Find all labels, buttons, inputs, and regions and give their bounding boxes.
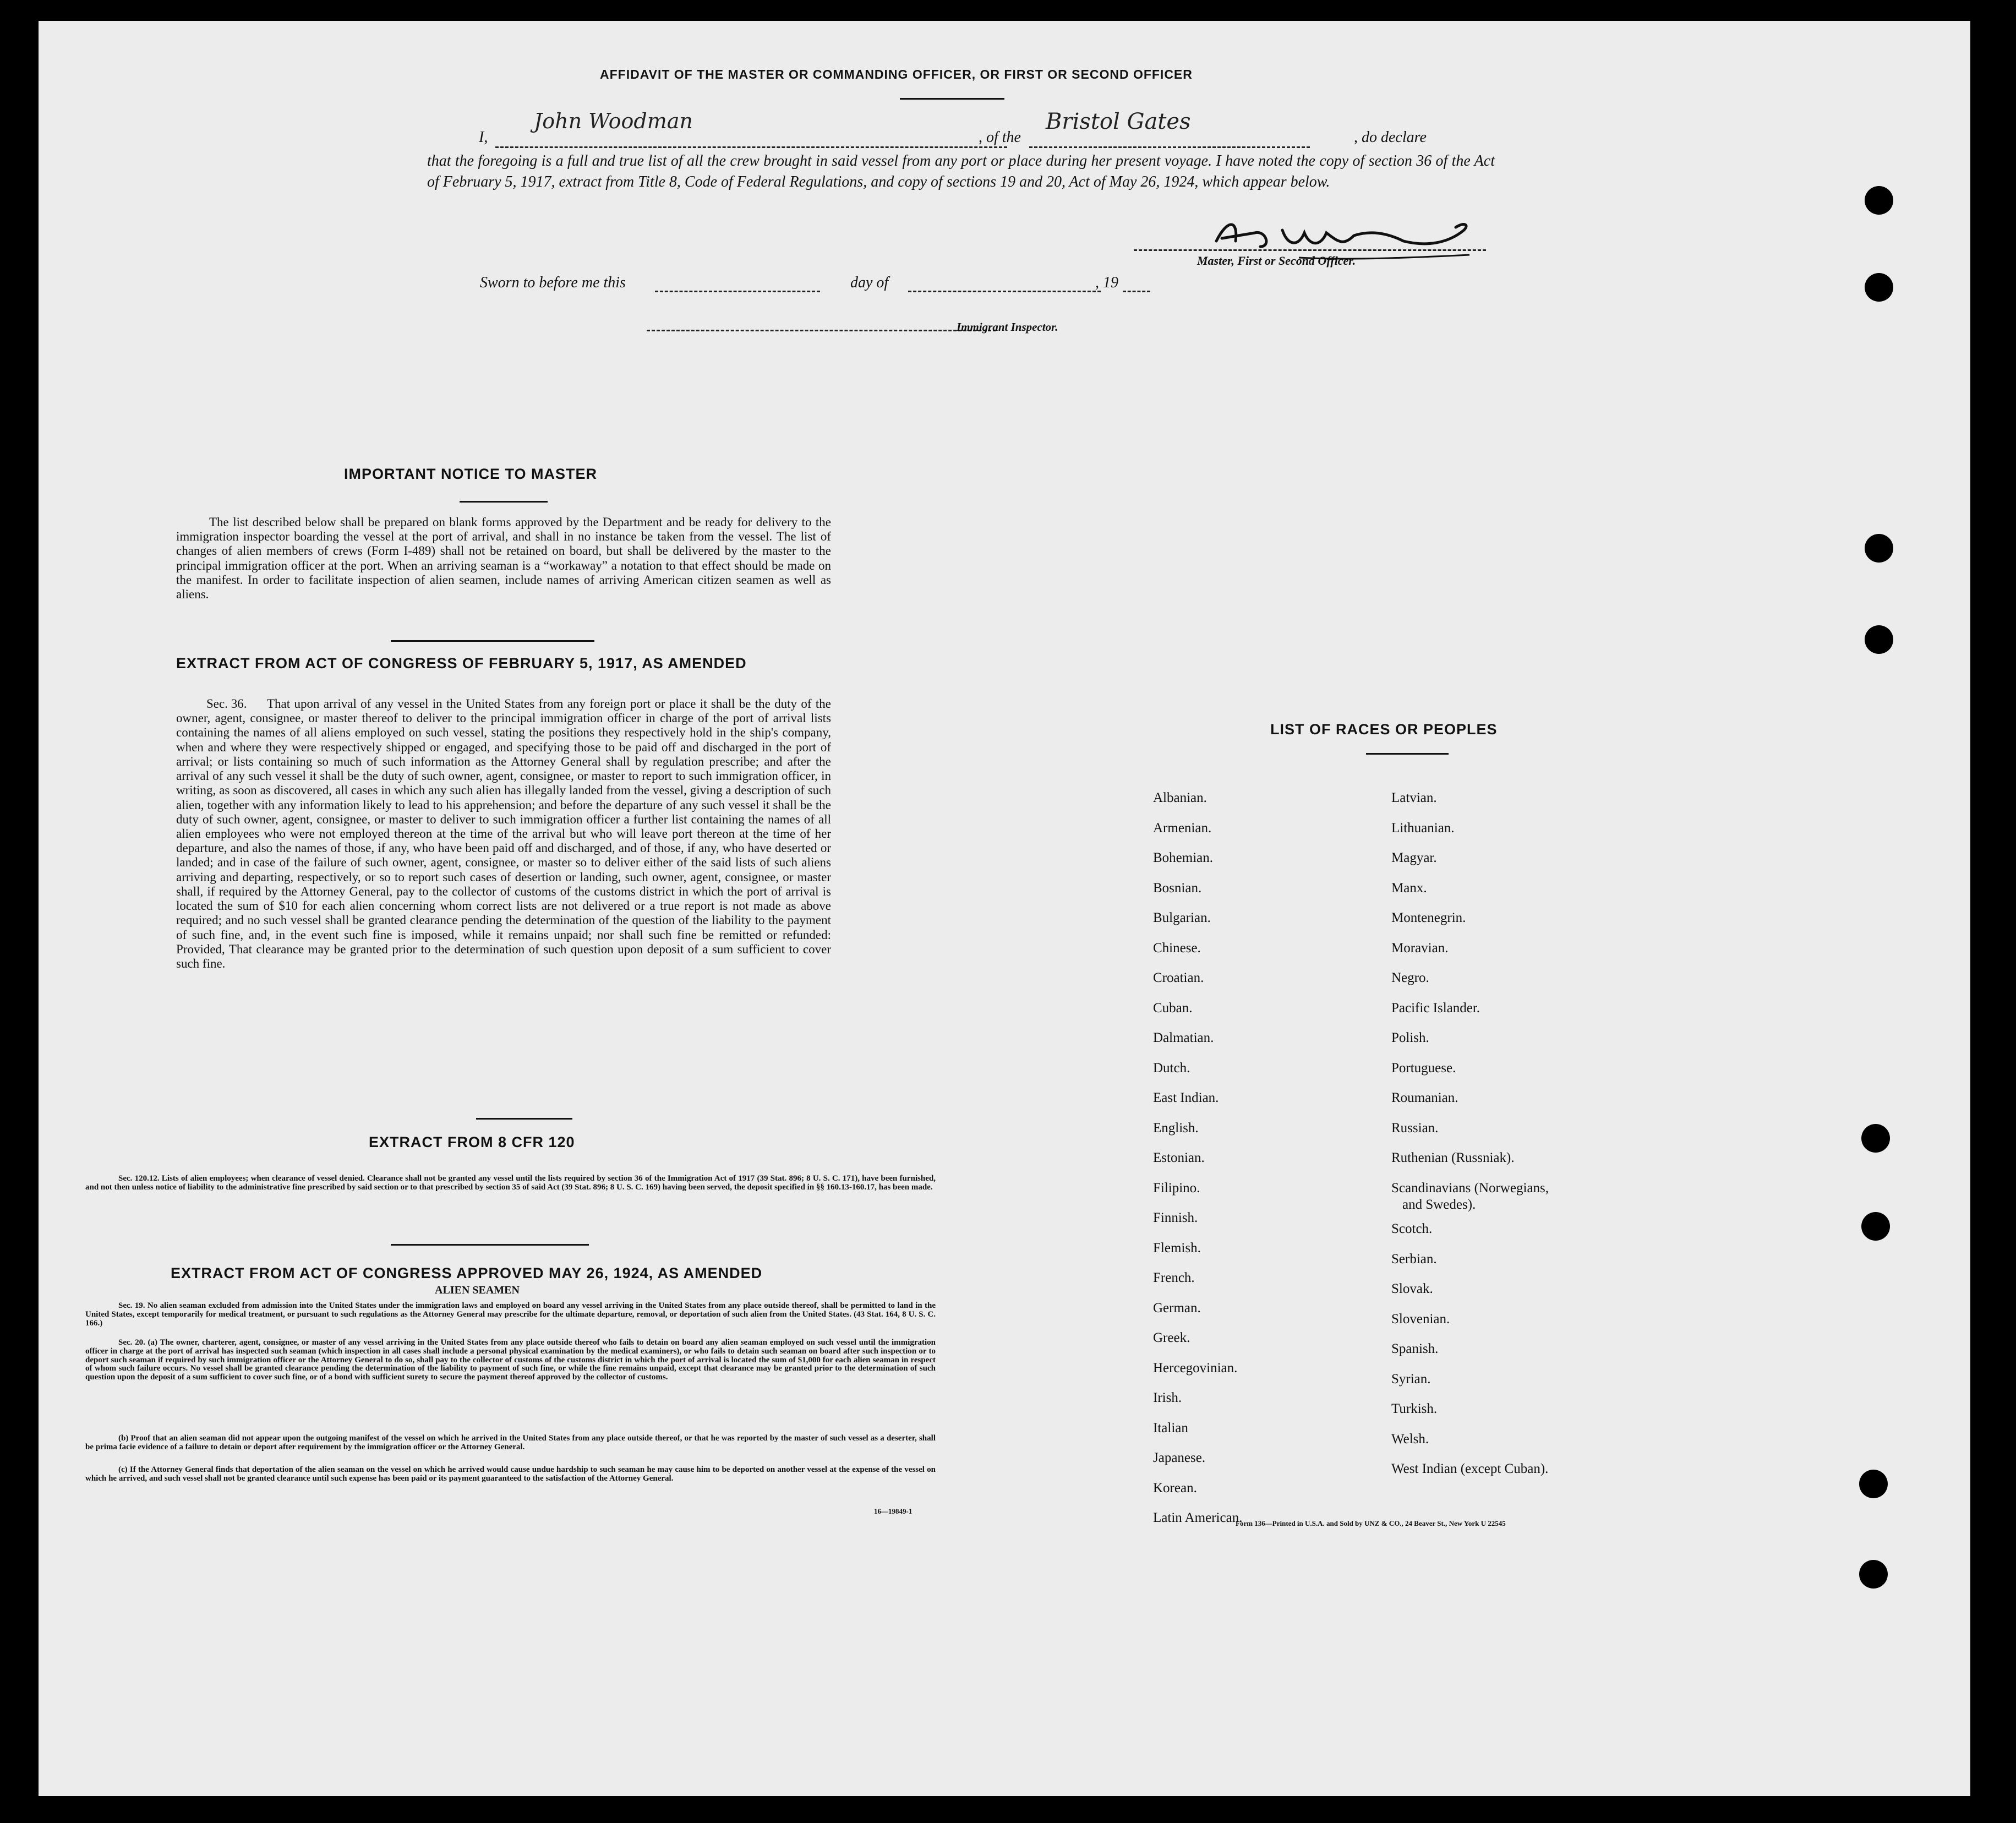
- binder-hole: [1859, 1560, 1888, 1589]
- sec36-body: That upon arrival of any vessel in the United States from any foreign port or place it shall be the duty of the owner, agent, consignee, or master thereof to deliver to the principal immigration officer in charge of the port of arrival lists containing the names of all aliens employed on such vessel, stating the positions they respectively hold in the ship's company, when and where they were respectively shipped or engaged, and specifying those to be paid off and discharged in the port of arrival; or lists containing so much of such information as the Attorney General shall by regulation prescribe; and after the arrival of any such vessel it shall be the duty of such owner, agent, consignee, or master to report to such immigration officer, in writing, as soon as discovered, all cases in which any such alien has illegally landed from the vessel, giving a description of such alien, together with any information likely to lead to his apprehension; and before the departure of any such vessel it shall be the duty of such owner, agent, consignee, or master to deliver to such immigration officer a further list containing the names of all alien employees who were not employed thereon at the time of the arrival but who will leave port thereon at the time of her departure, and also the names of those, if any, who have been paid off and discharged, and of those, if any, who have deserted or landed; and in case of the failure of such owner, agent, consignee, or master so to deliver either of the said lists of such aliens arriving and departing, respectively, or so to report such cases of desertion or landing, such owner, agent, consignee, or master shall, if required by the Attorney General, pay to the collector of customs of the customs district in which the port of arrival is located the sum of $10 for each alien concerning whom correct lists are not delivered or a true report is not made as above required; and no such vessel shall be granted clearance pending the determination of the question of the liability to the payment of such fine, and, in the event such fine is imposed, while it remains unpaid; nor shall such fine be remitted or refunded: Provided, That clearance may be granted prior to the determination of such question upon deposit of a sum sufficient to cover such fine.: [176, 697, 831, 970]
- sworn-year-line: [1123, 291, 1150, 292]
- notice-rule: [460, 501, 548, 503]
- race-item: Croatian.: [1153, 970, 1204, 985]
- race-item: Russian.: [1391, 1120, 1439, 1136]
- race-item: Pacific Islander.: [1391, 1000, 1480, 1016]
- race-item: Turkish.: [1391, 1401, 1438, 1416]
- day-label: day of: [850, 274, 889, 291]
- affidavit-title: AFFIDAVIT OF THE MASTER OR COMMANDING OFFICER, OR FIRST OR SECOND OFFICER: [600, 67, 1193, 81]
- extract-1917-title: EXTRACT FROM ACT OF CONGRESS OF FEBRUARY 5, 1917, AS AMENDED: [176, 655, 747, 672]
- affidavit-statement: that the foregoing is a full and true list of all the crew brought in said vessel from any port or place during her present voyage. I have noted the copy of section 36 of the Act of February 5, 1917, extract from Title 8, Code of Federal Regulations, and copy of sections 19 and 20, Act of May 26, 1924, which appear below.: [427, 152, 1495, 190]
- race-item: German.: [1153, 1300, 1201, 1316]
- race-item: East Indian.: [1153, 1090, 1219, 1105]
- notice-body: The list described below shall be prepared on blank forms approved by the Department and be ready for delivery to the immigration inspector boarding the vessel at the port of arrival, and shall in no instance be taken from the vessel. The list of changes of alien members of crews (Form I-489) shall not be retained on board, but shall be delivered by the master to the principal immigration officer at the port. When an arriving seaman is a “workaway” a notation to that effect should be made on the manifest. In order to facilitate inspection of alien seamen, include names of arriving American citizen seamen as well as aliens.: [176, 515, 831, 602]
- race-item: and Swedes).: [1402, 1197, 1476, 1212]
- race-item: Bosnian.: [1153, 880, 1202, 896]
- race-item: Albanian.: [1153, 790, 1207, 805]
- races-rule: [1366, 753, 1449, 755]
- race-item: Polish.: [1391, 1030, 1429, 1045]
- inspector-label: Immigrant Inspector.: [957, 320, 1058, 334]
- race-item: Chinese.: [1153, 940, 1201, 956]
- race-item: Moravian.: [1391, 940, 1449, 956]
- race-item: Estonian.: [1153, 1150, 1205, 1165]
- races-title: LIST OF RACES OR PEOPLES: [1270, 721, 1498, 738]
- declare-label: , do declare: [1354, 129, 1427, 146]
- binder-hole: [1865, 534, 1893, 563]
- race-item: Finnish.: [1153, 1210, 1198, 1225]
- binder-hole: [1865, 273, 1893, 302]
- race-item: Dalmatian.: [1153, 1030, 1214, 1045]
- race-item: Slovak.: [1391, 1281, 1433, 1296]
- race-item: Irish.: [1153, 1390, 1182, 1405]
- name-line: [495, 146, 1007, 148]
- race-item: Ruthenian (Russniak).: [1391, 1150, 1515, 1165]
- vessel-name-handwritten: Bristol Gates: [1046, 109, 1191, 134]
- inspector-line: [647, 330, 996, 331]
- of-the-label: , of the: [979, 129, 1021, 146]
- race-item: Hercegovinian.: [1153, 1360, 1238, 1376]
- notice-bottom-rule: [391, 640, 594, 642]
- i-label: I,: [479, 129, 488, 146]
- race-item: Armenian.: [1153, 820, 1212, 836]
- sworn-day-line: [655, 291, 820, 292]
- notice-title: IMPORTANT NOTICE TO MASTER: [344, 466, 597, 482]
- binder-hole: [1865, 625, 1893, 654]
- sec20c-body: (c) If the Attorney General finds that deportation of the alien seaman on the vessel on which he arrived would cause undue hardship to such seaman he may cause him to be deported on another vessel at the expense of the vessel on which he arrived, and such vessel shall not be granted clearance until such expense has been paid or its payment guaranteed to the satisfaction of the Attorney General.: [85, 1465, 936, 1483]
- race-item: Bulgarian.: [1153, 910, 1211, 925]
- race-item: Greek.: [1153, 1330, 1190, 1345]
- race-item: Filipino.: [1153, 1180, 1200, 1196]
- race-item: Lithuanian.: [1391, 820, 1455, 836]
- race-item: West Indian (except Cuban).: [1391, 1461, 1549, 1476]
- sworn-month-line: [908, 291, 1101, 292]
- officer-label: Master, First or Second Officer.: [1197, 254, 1356, 268]
- binder-hole: [1865, 186, 1893, 215]
- vessel-line: [1029, 146, 1310, 148]
- sec20b-body: (b) Proof that an alien seaman did not appear upon the outgoing manifest of the vessel on which he arrived in the United States from any place outside thereof, or that he was reported by the master of such vessel as a deserter, shall be prima facie evidence of a failure to detain or deport after requirement by the immigration officer or the Attorney General.: [85, 1434, 936, 1451]
- race-item: Scotch.: [1391, 1221, 1433, 1236]
- extract-1924-rule: [391, 1244, 589, 1246]
- binder-hole: [1861, 1124, 1890, 1153]
- race-item: English.: [1153, 1120, 1199, 1136]
- race-item: Montenegrin.: [1391, 910, 1466, 925]
- race-item: Syrian.: [1391, 1371, 1431, 1387]
- race-item: Portuguese.: [1391, 1060, 1456, 1076]
- race-item: Manx.: [1391, 880, 1427, 896]
- cfr-body: Sec. 120.12. Lists of alien employees; when clearance of vessel denied. Clearance shall not be granted any vessel until the lists required by section 36 of the Immigration Act of 1917 (39 Stat. 896; 8 U. S. C. 171), have been furnished, and not then unless notice of liability to the administrative fine prescribed by said section or to that prescribed by section 35 of said Act (39 Stat. 896; 8 U. S. C. 169) having been served, the deposit specified in §§ 160.13-160.17, has been made.: [85, 1174, 936, 1192]
- race-item: Negro.: [1391, 970, 1429, 985]
- year-label: , 19: [1095, 274, 1118, 291]
- cfr-rule: [476, 1118, 572, 1120]
- sec19-body: Sec. 19. No alien seaman excluded from admission into the United States under the immigration laws and employed on board any vessel arriving in the United States from any place outside thereof, shall be permitted to land in the United States, except temporarily for medical treatment, or pursuant to such regulations as the Attorney General may prescribe for the ultimate departure, removal, or deportation of such alien from the United States. (43 Stat. 164, 8 U. S. C. 166.): [85, 1301, 936, 1328]
- race-item: Cuban.: [1153, 1000, 1193, 1016]
- sec36-label: Sec. 36.: [206, 697, 247, 711]
- binder-hole: [1861, 1212, 1890, 1241]
- race-item: French.: [1153, 1270, 1195, 1285]
- form-sheet: [39, 21, 1970, 1796]
- title-rule: [900, 98, 1004, 100]
- race-item: Latvian.: [1391, 790, 1437, 805]
- form-code: 16—19849-1: [874, 1507, 913, 1515]
- extract-1924-title: EXTRACT FROM ACT OF CONGRESS APPROVED MAY 26, 1924, AS AMENDED: [171, 1265, 763, 1281]
- footer-imprint: Form 136—Printed in U.S.A. and Sold by UNZ & CO., 24 Beaver St., New York U 22545: [1236, 1519, 1506, 1527]
- race-item: Italian: [1153, 1420, 1188, 1436]
- race-item: Latin American.: [1153, 1510, 1243, 1525]
- race-item: Flemish.: [1153, 1240, 1201, 1256]
- alien-seamen-subtitle: ALIEN SEAMEN: [435, 1284, 520, 1296]
- sec20a-body: Sec. 20. (a) The owner, charterer, agent, consignee, or master of any vessel arriving in the United States from any place outside thereof who fails to detain on board any alien seaman employed on such vessel until the immigration officer in charge at the port of arrival has inspected such seaman (which inspection in all cases shall include a personal physical examination by the medical examiners), or who fails to detain such seaman on board after such inspection or to deport such seaman if required by such immigration officer or the Attorney General to do so, shall pay to the collector of customs of the customs district in which the port of arrival is located the sum of $1,000 for each alien seaman in respect of whom such failure occurs. No vessel shall be granted clearance pending the determination of the liability to payment of such fine, or while the fine remains unpaid, except that clearance may be granted prior to the determination of such question upon the deposit of a sum sufficient to cover such fine, or of a bond with sufficient surety to secure the payment thereof approved by the collector of customs.: [85, 1338, 936, 1382]
- race-item: Slovenian.: [1391, 1311, 1450, 1327]
- race-item: Japanese.: [1153, 1450, 1206, 1465]
- race-item: Dutch.: [1153, 1060, 1190, 1076]
- race-item: Welsh.: [1391, 1431, 1429, 1447]
- master-name-handwritten: John Woodman: [534, 109, 693, 133]
- signature-line: [1134, 249, 1486, 251]
- binder-hole: [1859, 1470, 1888, 1498]
- race-item: Scandinavians (Norwegians,: [1391, 1180, 1549, 1196]
- race-item: Magyar.: [1391, 850, 1437, 865]
- race-item: Spanish.: [1391, 1341, 1439, 1356]
- race-item: Roumanian.: [1391, 1090, 1458, 1105]
- cfr-title: EXTRACT FROM 8 CFR 120: [369, 1134, 575, 1150]
- sworn-label: Sworn to before me this: [480, 274, 626, 291]
- race-item: Bohemian.: [1153, 850, 1214, 865]
- race-item: Serbian.: [1391, 1251, 1437, 1267]
- race-item: Korean.: [1153, 1480, 1197, 1495]
